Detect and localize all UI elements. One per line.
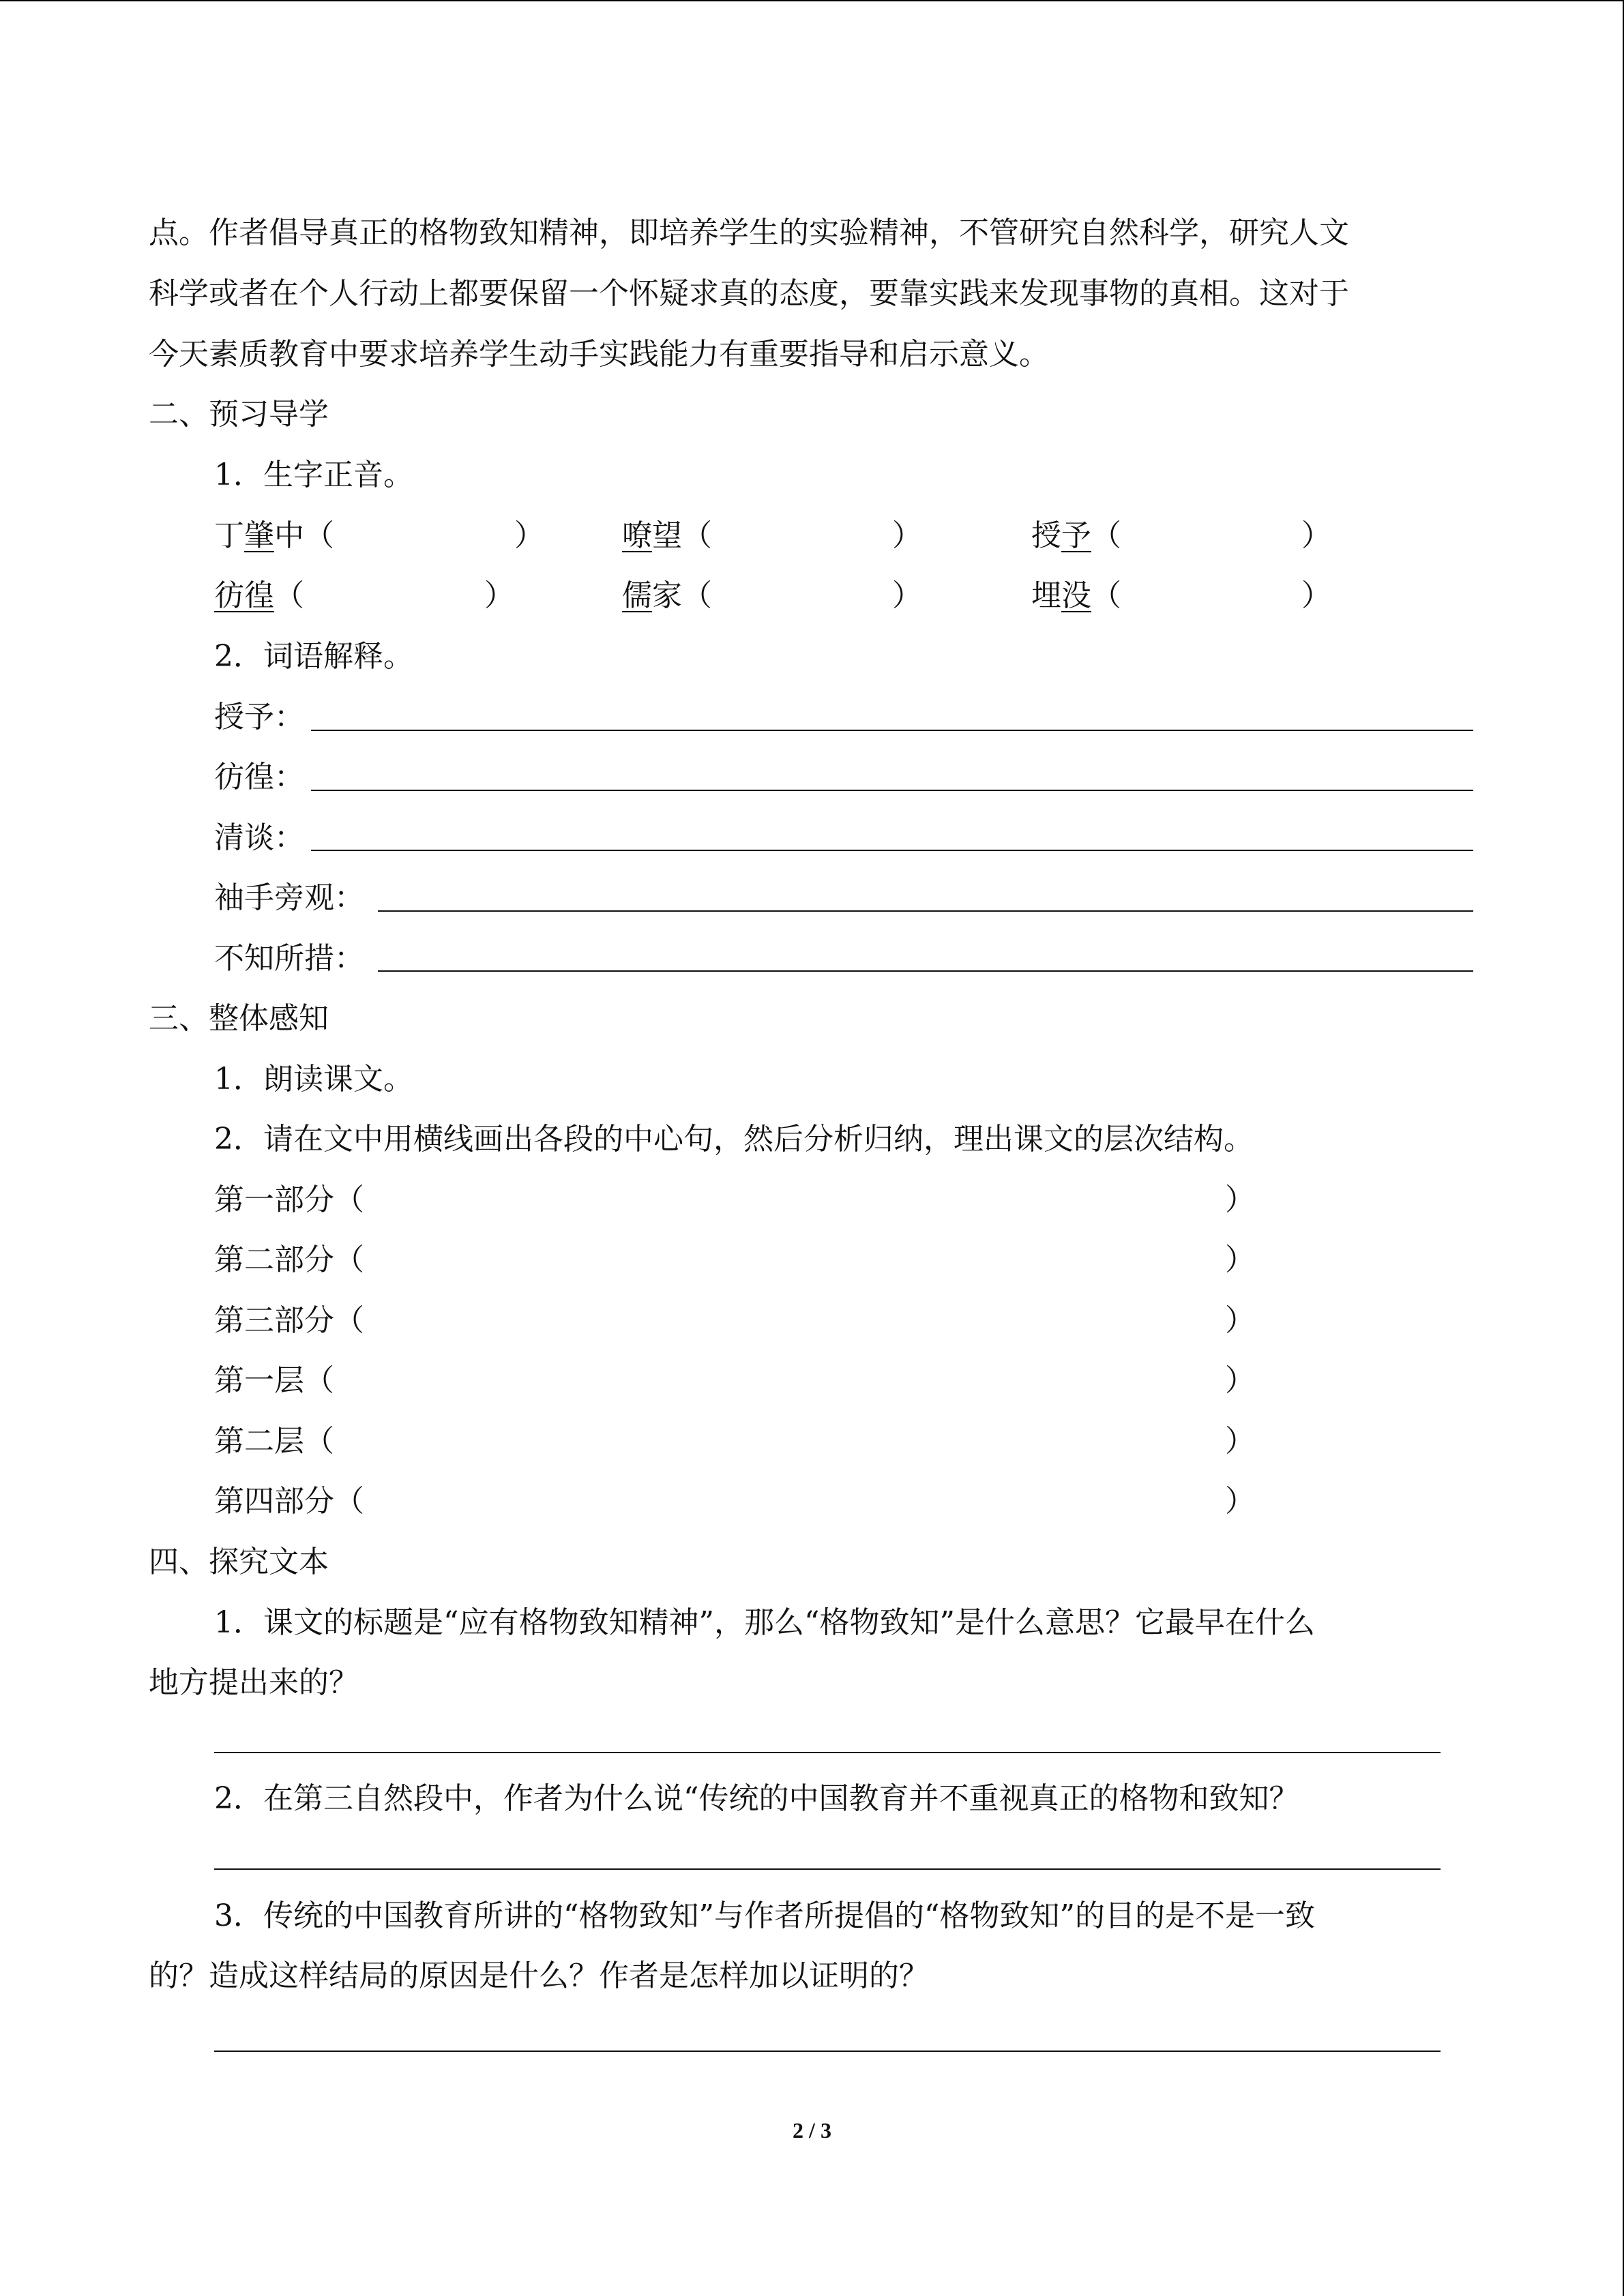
intro-line-2: 科学或者在个人行动上都要保留一个怀疑求真的态度，要靠实践来发现事物的真相。这对于: [149, 276, 1349, 311]
question-read-aloud: 1．朗读课文。: [214, 1062, 413, 1097]
pinyin-item: 彷徨（ ）: [214, 578, 514, 613]
pinyin-blank[interactable]: （ ）: [682, 578, 922, 613]
term-label: 袖手旁观：: [214, 880, 364, 915]
pinyin-item: 授予（ ）: [1031, 518, 1331, 553]
structure-close-paren: ）: [1225, 1242, 1255, 1277]
pinyin-item: 嘹望（ ）: [622, 518, 922, 553]
structure-close-paren: ）: [1225, 1182, 1255, 1217]
structure-part-label: 第三部分（: [214, 1303, 364, 1338]
answer-line[interactable]: [378, 970, 1473, 972]
pinyin-blank[interactable]: （ ）: [1091, 578, 1331, 613]
pinyin-item: 丁肇中（ ）: [214, 518, 544, 553]
structure-part-label: 第四部分（: [214, 1484, 364, 1519]
section-heading-preview: 二、预习导学: [149, 397, 329, 432]
intro-line-3: 今天素质教育中要求培养学生动手实践能力有重要指导和启示意义。: [149, 337, 1049, 372]
question-vocabulary: 2．词语解释。: [214, 639, 413, 674]
term-label: 不知所措：: [214, 941, 364, 976]
structure-close-paren: ）: [1225, 1484, 1255, 1519]
page-number: 2 / 3: [793, 2118, 831, 2143]
question-pronunciation: 1．生字正音。: [214, 458, 413, 492]
pinyin-blank[interactable]: （ ）: [1091, 518, 1331, 553]
structure-close-paren: ）: [1225, 1363, 1255, 1398]
answer-line[interactable]: [214, 1752, 1441, 1753]
pinyin-item: 儒家（ ）: [622, 578, 922, 613]
intro-line-1: 点。作者倡导真正的格物致知精神，即培养学生的实验精神，不管研究自然科学，研究人文: [149, 215, 1349, 250]
structure-close-paren: ）: [1225, 1424, 1255, 1459]
structure-part-label: 第二层（: [214, 1424, 334, 1459]
answer-line[interactable]: [311, 730, 1473, 731]
pinyin-blank[interactable]: （ ）: [304, 518, 544, 553]
answer-line[interactable]: [214, 2051, 1441, 2052]
page-top-border: [0, 0, 1623, 1]
question-3-line-2: 的？造成这样结局的原因是什么？作者是怎样加以证明的？: [149, 1958, 929, 1993]
answer-line[interactable]: [311, 850, 1473, 851]
pinyin-blank[interactable]: （ ）: [274, 578, 514, 613]
structure-close-paren: ）: [1225, 1303, 1255, 1338]
term-label: 清谈：: [214, 820, 304, 855]
question-1-line-1: 1．课文的标题是“应有格物致知精神”，那么“格物致知”是什么意思？它最早在什么: [214, 1605, 1315, 1640]
pinyin-item: 埋没（ ）: [1031, 578, 1331, 613]
structure-part-label: 第二部分（: [214, 1242, 364, 1277]
answer-line[interactable]: [378, 910, 1473, 912]
term-label: 彷徨：: [214, 760, 304, 794]
answer-line[interactable]: [214, 1868, 1441, 1870]
pinyin-blank[interactable]: （ ）: [682, 518, 922, 553]
section-heading-overview: 三、整体感知: [149, 1001, 329, 1036]
question-3-line-1: 3．传统的中国教育所讲的“格物致知”与作者所提倡的“格物致知”的目的是不是一致: [214, 1898, 1315, 1933]
answer-line[interactable]: [311, 790, 1473, 791]
question-structure: 2．请在文中用横线画出各段的中心句，然后分析归纳，理出课文的层次结构。: [214, 1122, 1254, 1157]
structure-part-label: 第一部分（: [214, 1182, 364, 1217]
question-1-line-2: 地方提出来的？: [149, 1665, 359, 1700]
term-label: 授予：: [214, 700, 304, 734]
structure-part-label: 第一层（: [214, 1363, 334, 1398]
question-2: 2．在第三自然段中，作者为什么说“传统的中国教育并不重视真正的格物和致知？: [214, 1781, 1299, 1816]
section-heading-explore: 四、探究文本: [149, 1545, 329, 1579]
